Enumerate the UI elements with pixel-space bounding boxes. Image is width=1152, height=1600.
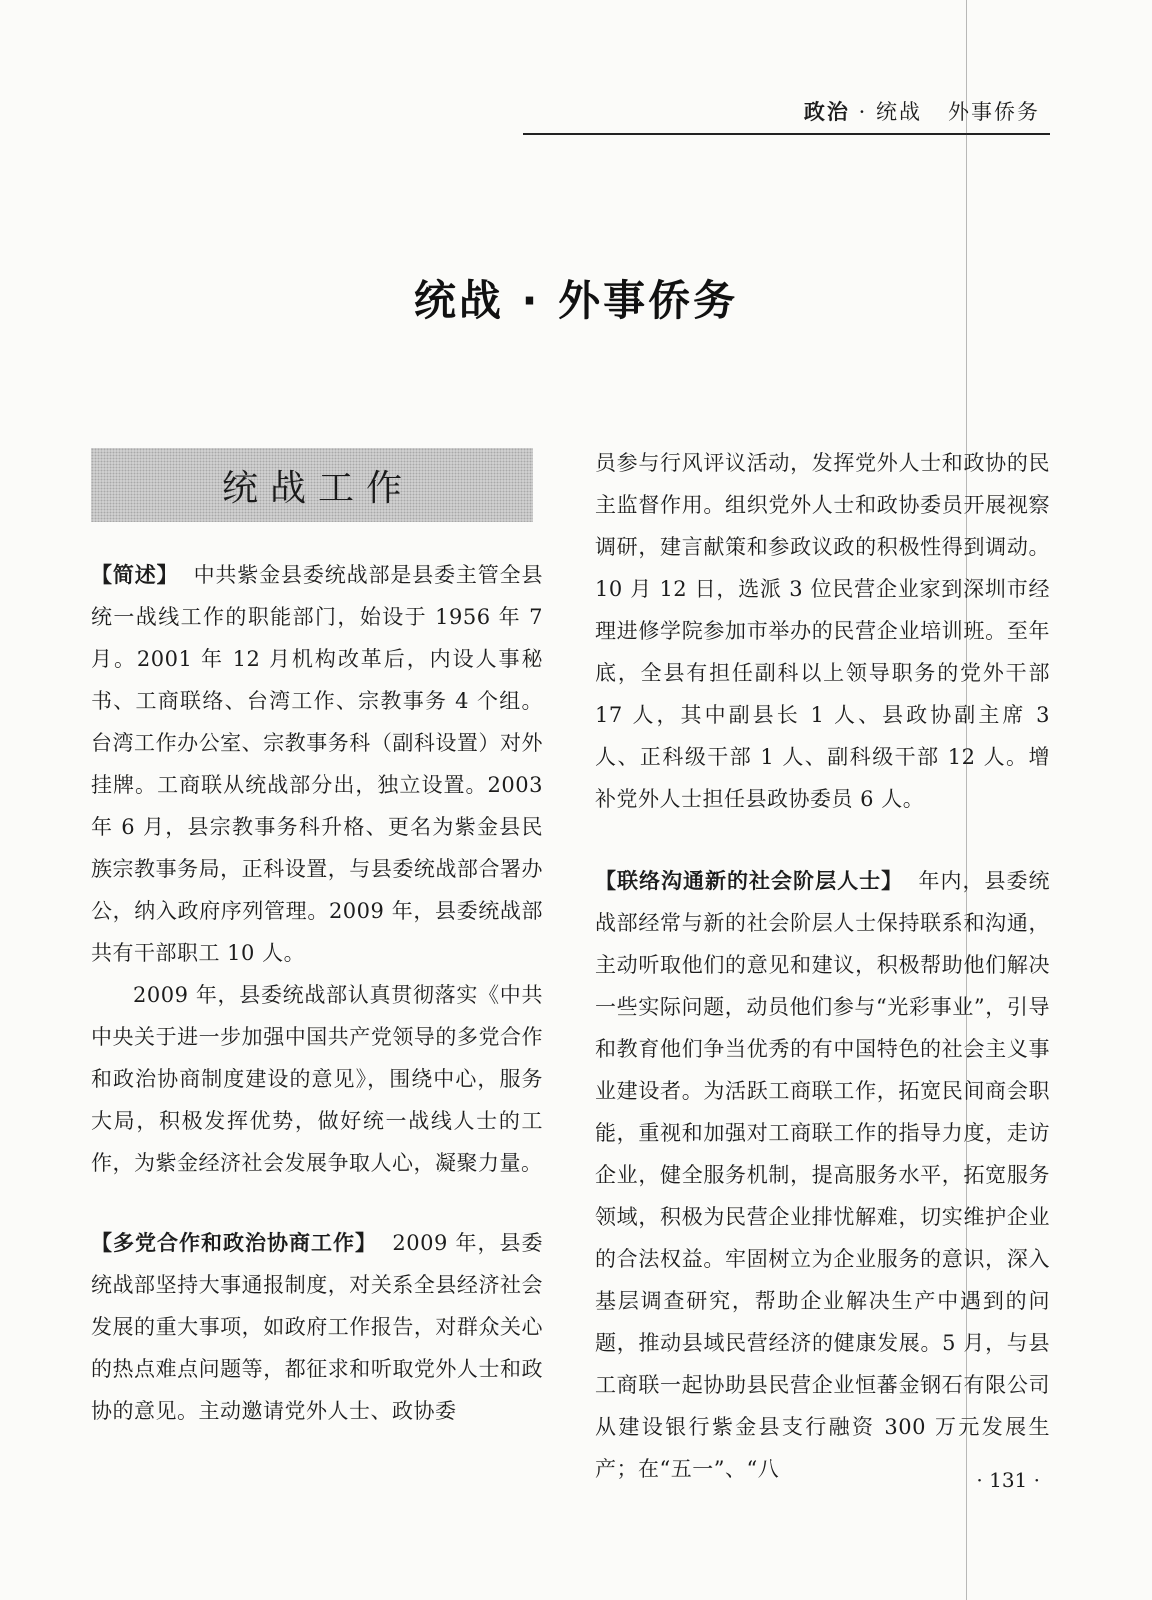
multiparty-paragraph <box>91 1222 543 1432</box>
header-separator: · <box>858 100 868 124</box>
page-title: 统战 · 外事侨务 <box>413 276 739 325</box>
header-section: 政治 <box>803 100 850 124</box>
right-column <box>595 442 1050 1490</box>
summary-paragraph <box>91 554 543 974</box>
paragraph-gap <box>91 1184 543 1222</box>
multiparty-continued: 员参与行风评议活动，发挥党外人士和政协的民主监督作用。组织党外人士和政协委员开展视察调研，建言献策和参政议政的积极性得到调动。10 月 12 日，选派 3 位民营企业家到深圳市经理进修学院参加市举办的民营企业培训班。至年底，全县有担任副科以上领导职务的党外干部 17 人，其中副县长 1 人、县政协副主席 3 人、正科级干部 1 人、副科级干部 12 人。增补党外人士担任县政协委员 6 人。 <box>595 451 1050 811</box>
multiparty-text: 2009 年，县委统战部坚持大事通报制度，对关系全县经济社会发展的重大事项，如政府工作报告，对群众关心的热点难点问题等，都征求和听取党外人士和政协的意见。主动邀请党外人士、政协委 <box>91 1231 543 1423</box>
multiparty-label: 【多党合作和政治协商工作】 <box>91 1231 378 1255</box>
running-header <box>760 96 1040 126</box>
summary-text: 中共紫金县委统战部是县委主管全县统一战线工作的职能部门，始设于 1956 年 7 月。2001 年 12 月机构改革后，内设人事秘书、工商联络、台湾工作、宗教事务 4 个组。台湾工作办公室、宗教事务科（副科设置）对外挂牌。工商联从统战部分出，独立设置。2003 年 6 月，县宗教事务科升格、更名为紫金县民族宗教事务局，正科设置，与县委统战部合署办公，纳入政府序列管理。2009 年，县委统战部共有干部职工 10 人。 <box>91 563 544 965</box>
header-subcategory: 外事侨务 <box>948 100 1040 124</box>
summary-paragraph-2: 2009 年，县委统战部认真贯彻落实《中共中央关于进一步加强中国共产党领导的多党合作和政治协商制度建设的意见》，围绕中心，服务大局，积极发挥优势，做好统一战线人士的工作，为紫金经济社会发展争取人心，凝聚力量。 <box>91 983 543 1175</box>
new-class-paragraph <box>595 860 1050 1490</box>
new-class-text: 年内，县委统战部经常与新的社会阶层人士保持联系和沟通，主动听取他们的意见和建议，积极帮助他们解决一些实际问题，动员他们参与“光彩事业”，引导和教育他们争当优秀的有中国特色的社会主义事业建设者。为活跃工商联工作，拓宽民间商会职能，重视和加强对工商联工作的指导力度，走访企业，健全服务机制，提高服务水平，拓宽服务领域，积极为民营企业排忧解难，切实维护企业的合法权益。牢固树立为企业服务的意识，深入基层调查研究，帮助企业解决生产中遇到的问题，推动县域民营经济的健康发展。5 月，与县工商联一起协助县民营企业恒蕃金钢石有限公司从建设银行紫金县支行融资 300 万元发展生产；在“五一”、“八 <box>595 869 1051 1481</box>
left-column <box>91 554 543 1432</box>
new-class-label: 【联络沟通新的社会阶层人士】 <box>595 869 904 893</box>
header-rule <box>523 133 1050 135</box>
header-category: 统战 <box>875 100 922 124</box>
section-heading-box <box>91 448 533 522</box>
section-heading: 统战工作 <box>221 467 414 509</box>
summary-label: 【简述】 <box>91 563 179 587</box>
paragraph-gap <box>595 820 1050 860</box>
page-number: · 131 · <box>976 1468 1040 1492</box>
scan-artifact-line <box>966 0 967 1600</box>
